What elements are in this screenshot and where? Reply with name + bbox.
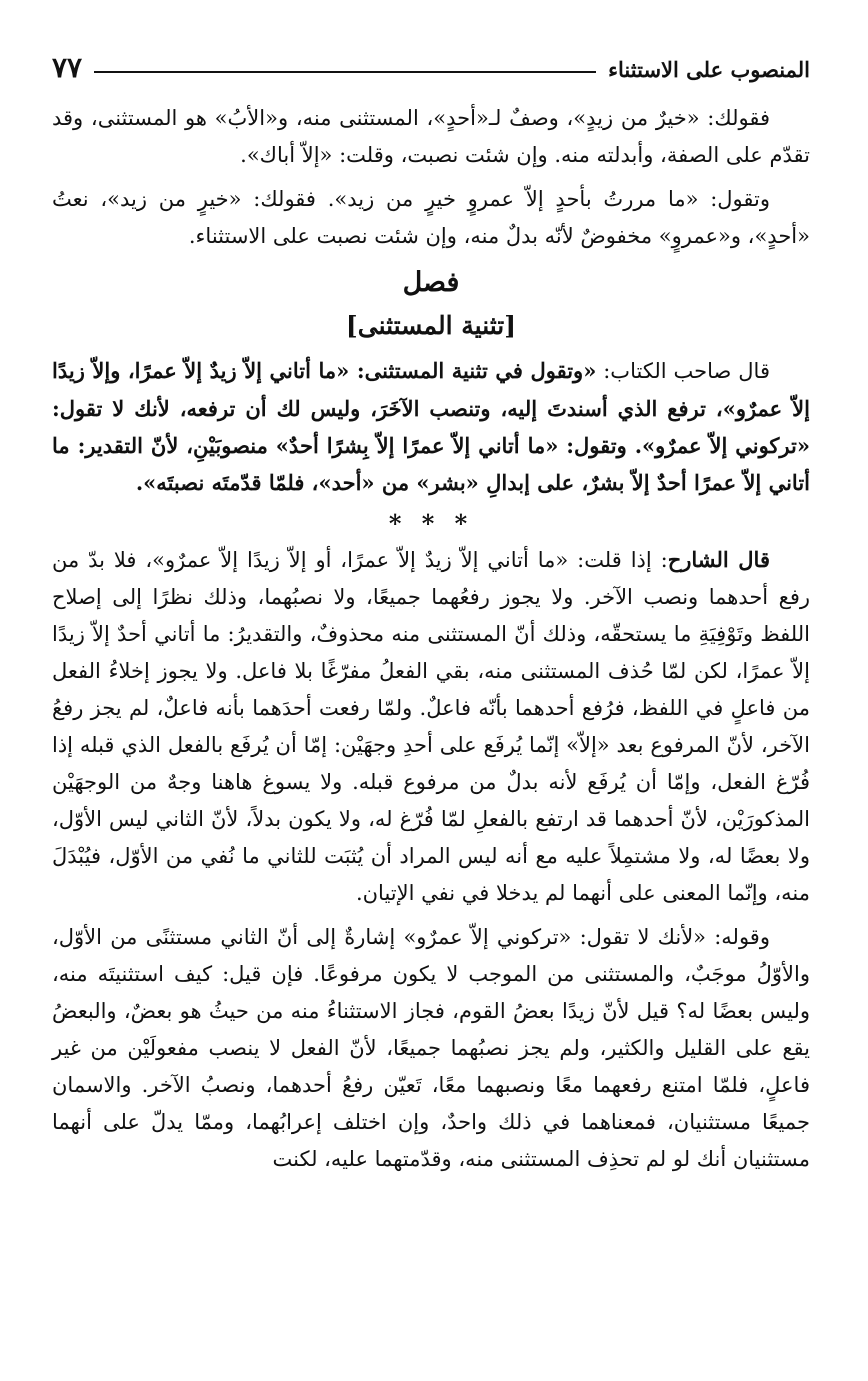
running-title: المنصوب على الاستثناء — [608, 57, 810, 82]
paragraph-2: وتقول: «ما مررتُ بأحدٍ إلاّ عمروٍ خيرٍ من زيد». فقولك: «خيرٍ من زيد»، نعتُ «أحدٍ»، و«عمروٍ» مخفوضٌ لأنّه بدلٌ منه، وإن شئت نصبت على الاستثناء. — [52, 187, 810, 248]
running-header — [52, 38, 810, 82]
author-quote-intro: قال صاحب الكتاب: — [596, 359, 770, 383]
section-subheading: [تثنية المستثنى] — [345, 311, 517, 340]
commentary-paragraph-2: وقوله: «لأنك لا تقول: «تركوني إلاّ عمرٌو» إشارةٌ إلى أنّ الثاني مستثنًى من الأوّل، والأوّلُ موجَبٌ، والمستثنى من الموجب لا يكون مرفوعًا. فإن قيل: كيف استثنيتَه منه، وليس بعضًا له؟ قيل لأنّ زيدًا بعضُ القوم، فجاز الاستثناءُ منه من حيثُ هو بعضٌ، والبعضُ يقع على القليل والكثير، ولم يجز نصبُهما جميعًا، لأنّ الفعل لا ينصب مفعولَيْن من غير فاعلٍ، فلمّا امتنع رفعهما معًا ونصبهما معًا، تَعيّن رفعُ أحدهما، ونصبُ الآخر. والاسمان جميعًا مستثنيان، فمعناهما في ذلك واحدٌ، وإن اختلف إعرابُهما، وممّا يدلّ على أنهما مستثنيان أنك لو لم تحذِف المستثنى منه، وقدّمتهما عليه، لكنت — [52, 925, 810, 1171]
section-heading: فصل — [402, 267, 460, 298]
commentary-text-1: : إذا قلت: «ما أتاني إلاّ زيدٌ إلاّ عمرًا، أو إلاّ زيدًا إلاّ عمرٌو»، فلا بدّ من رفع أحدهما ونصب الآخر. ولا يجوز رفعُهما جميعًا، ولا نصبُهما، وذلك نظرًا إلى إصلاح اللفظ وتَوْفِيَةِ ما يستحقّه، وذلك أنّ المستثنى منه محذوفٌ، والتقديرُ: ما أتاني أحدٌ إلاّ زيدًا إلاّ عمرًا، لكن لمّا حُذف المستثنى منه، بقي الفعلُ مفرّغًا بلا فاعل. ولا يجوز إخلاءُ الفعل من فاعلٍ في اللفظ، فرُفع أحدهما بأنّه فاعلٌ. ولمّا رفعت أحدَهما بأنه فاعلٌ، لم يجز رفعُ الآخر، لأنّ المرفوع بعد «إلاّ» إنّما يُرفَع على أحدِ وجهَيْن: إمّا أن يُرفَع بالفعل الذي قبله إذا فُرّغ الفعل، وإمّا أن يُرفَع لأنه بدلٌ من مرفوع قبله. ولا يسوغ هاهنا وجهٌ من الوجهَيْن المذكورَيْن، لأنّ أحدهما قد ارتفع بالفعلِ لمّا فُرّغ له، ولا يكون بدلاً، لأنّ الثاني ليس الأوّل، ولا بعضًا له، ولا مشتمِلاً عليه مع أنه ليس المراد أن يُثبَت للثاني ما نُفي من الأوّل، فيُبْدَلَ منه، وإنّما المعنى على أنهما لم يدخلا في نفي الإتيان. — [52, 548, 810, 905]
commentary-paragraph-1 — [52, 541, 810, 912]
header-rule — [94, 71, 596, 73]
commentary-lead: قال الشارح — [667, 547, 770, 572]
author-quote-text: «وتقول في تثنية المستثنى: «ما أتاني إلاّ زيدٌ إلاّ عمرًا، وإلاّ زيدًا إلاّ عمرٌو»، ترفع الذي أسندتَ إليه، وتنصب الآخَرَ، وليس لك أن ترفعه، لأنك لا تقول: «تركوني إلاّ عمرٌو». وتقول: «ما أتاني إلاّ عمرًا إلاّ بِشرًا أحدٌ» منصوبَيْنِ، لأنّ التقدير: ما أتاني إلاّ عمرًا أحدٌ إلاّ بشرٌ، على إبدالِ «بشر» من «أحد»، فلمّا قدّمتَه نصبتَه». — [52, 358, 810, 495]
page-number: ٧٧ — [52, 51, 83, 84]
asterisk-separator: * * * — [388, 509, 474, 538]
author-quote — [52, 352, 810, 501]
paragraph-1: فقولك: «خيرٌ من زيدٍ»، وصفٌ لـ«أحدٍ»، المستثنى منه، و«الأبُ» هو المستثنى، وقد تقدّم على الصفة، وأبدلته منه. وإن شئت نصبت، وقلت: «إلاّ أباك». — [52, 106, 810, 167]
